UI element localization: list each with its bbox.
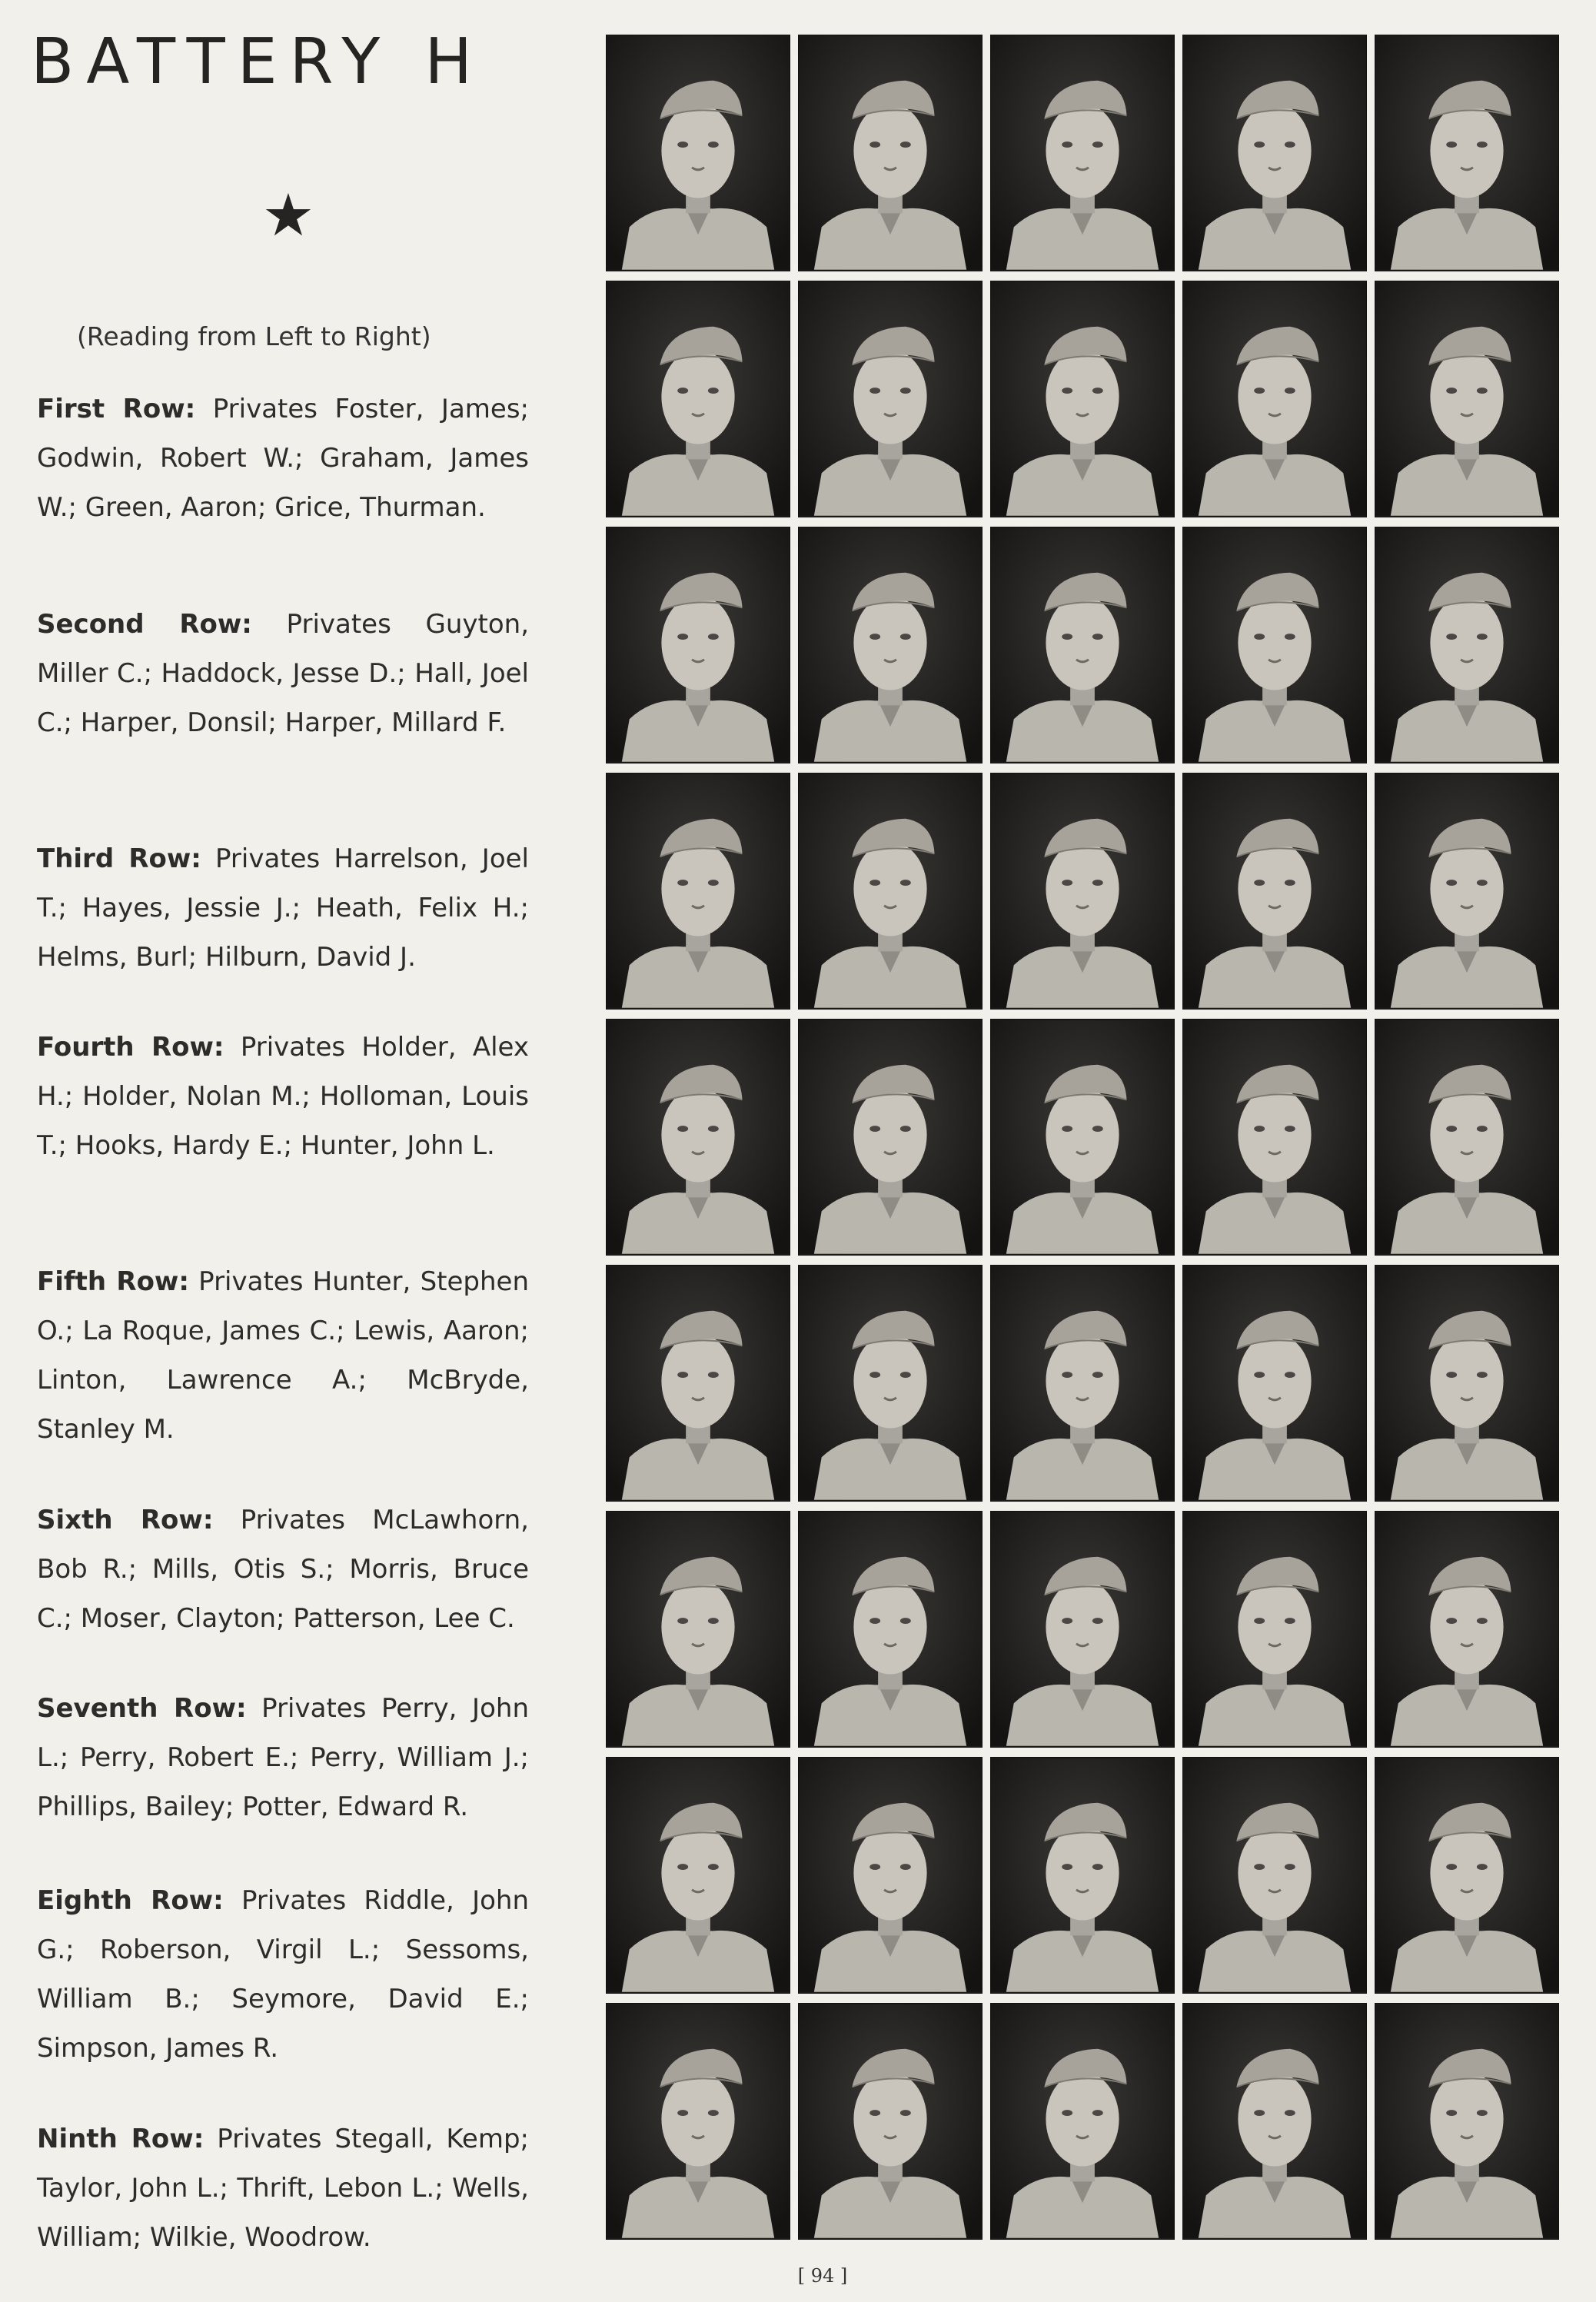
soldier-portrait [1182,1511,1367,1748]
soldier-portrait [1182,281,1367,517]
row-caption-names: Privates Riddle, John G.; Roberson, Virgil L.; Sessoms, William B.; Seymore, David E.; Simpson, James R. [37,1885,529,2064]
soldier-portrait [1375,281,1559,517]
soldier-portrait [1182,2003,1367,2240]
row-caption-lead: Eighth Row: [37,1885,224,1916]
row-caption [37,1023,529,1170]
soldier-portrait [990,1019,1175,1256]
row-caption [37,834,529,982]
row-caption [37,1876,529,2073]
soldier-portrait [1375,1265,1559,1502]
row-caption [37,1495,529,1643]
soldier-portrait [798,1511,983,1748]
soldier-portrait [606,773,790,1010]
row-caption [37,600,529,747]
soldier-portrait [606,1757,790,1994]
soldier-portrait [606,35,790,271]
row-caption-lead: Fourth Row: [37,1032,224,1063]
soldier-portrait [990,1511,1175,1748]
soldier-portrait [606,1019,790,1256]
row-caption-names: Privates Stegall, Kemp; Taylor, John L.; Thrift, Lebon L.; Wells, William; Wilkie, Woodrow. [37,2124,529,2253]
row-caption-names: Privates Harrelson, Joel T.; Hayes, Jessie J.; Heath, Felix H.; Helms, Burl; Hilburn, David J. [37,843,529,973]
row-caption-names: Privates Perry, John L.; Perry, Robert E.; Perry, William J.; Phillips, Bailey; Potter, Edward R. [37,1693,529,1822]
soldier-portrait [1375,527,1559,763]
soldier-portrait [990,2003,1175,2240]
soldier-portrait [1375,1757,1559,1994]
row-caption [37,1684,529,1831]
caption-column [31,23,523,351]
row-caption-names: Privates Hunter, Stephen O.; La Roque, James C.; Lewis, Aaron; Linton, Lawrence A.; McBryde, Stanley M. [37,1266,529,1445]
soldier-portrait [1375,2003,1559,2240]
soldier-portrait [1182,1265,1367,1502]
soldier-portrait [798,2003,983,2240]
soldier-portrait [606,1265,790,1502]
star-icon: ★ [261,181,315,249]
row-caption-lead: First Row: [37,394,196,424]
soldier-portrait [606,527,790,763]
soldier-portrait [1375,35,1559,271]
row-caption-lead: Fifth Row: [37,1266,189,1297]
row-caption-lead: Seventh Row: [37,1693,247,1724]
soldier-portrait [798,281,983,517]
row-caption-lead: Sixth Row: [37,1505,214,1535]
soldier-portrait [1182,1019,1367,1256]
page-number: [ 94 ] [797,2265,848,2287]
soldier-portrait [798,1265,983,1502]
row-caption-names: Privates Holder, Alex H.; Holder, Nolan M.; Holloman, Louis T.; Hooks, Hardy E.; Hunter, John L. [37,1032,529,1161]
row-caption-lead: Second Row: [37,609,252,640]
soldier-portrait [606,281,790,517]
soldier-portrait [798,1757,983,1994]
soldier-portrait [1182,527,1367,763]
soldier-portrait [1375,1019,1559,1256]
soldier-portrait [798,527,983,763]
row-caption-names: Privates Guyton, Miller C.; Haddock, Jesse D.; Hall, Joel C.; Harper, Donsil; Harper, Millard F. [37,609,529,738]
soldier-portrait [798,1019,983,1256]
soldier-portrait [990,35,1175,271]
soldier-portrait [990,281,1175,517]
soldier-portrait [1182,35,1367,271]
soldier-portrait [990,773,1175,1010]
row-caption [37,384,529,532]
soldier-portrait [798,773,983,1010]
soldier-portrait [606,1511,790,1748]
row-caption-names: Privates Foster, James; Godwin, Robert W.; Graham, James W.; Green, Aaron; Grice, Thurman. [37,394,529,523]
reading-note: (Reading from Left to Right) [77,321,431,351]
row-caption [37,2114,529,2262]
row-caption [37,1257,529,1454]
soldier-portrait [798,35,983,271]
soldier-portrait [1182,773,1367,1010]
row-caption-names: Privates McLawhorn, Bob R.; Mills, Otis S.; Morris, Bruce C.; Moser, Clayton; Patterson, Lee C. [37,1505,529,1634]
soldier-portrait [1182,1757,1367,1994]
soldier-portrait [990,1757,1175,1994]
soldier-portrait [606,2003,790,2240]
row-caption-lead: Third Row: [37,843,201,874]
soldier-portrait [1375,1511,1559,1748]
soldier-portrait [990,527,1175,763]
page-title: BATTERY H [31,25,485,98]
soldier-portrait [1375,773,1559,1010]
photo-grid [606,35,1564,2243]
row-caption-lead: Ninth Row: [37,2124,204,2154]
soldier-portrait [990,1265,1175,1502]
